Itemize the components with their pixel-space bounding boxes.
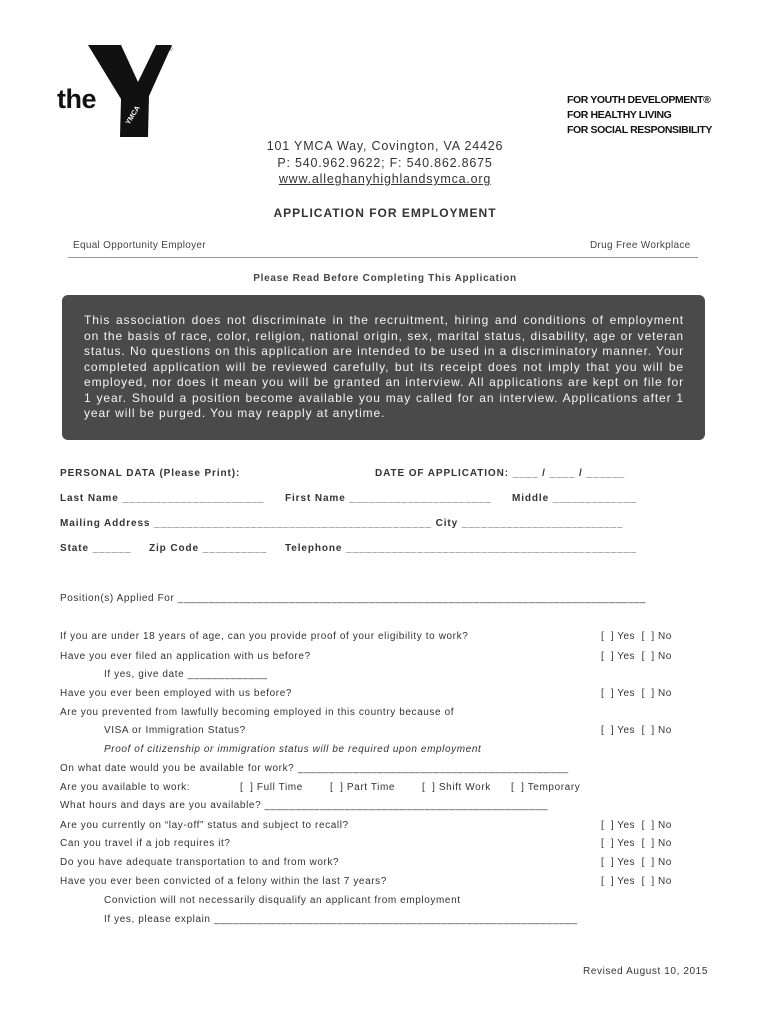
question-prevented: Are you prevented from lawfully becoming employed in this country because of [60,707,455,718]
divider [68,257,698,258]
option-part-time[interactable]: [ ] Part Time [330,782,396,793]
question-available-to-work: Are you available to work: [60,782,191,793]
phone-fax: P: 540.962.9622; F: 540.862.8675 [277,156,493,170]
yes-no-employed-before[interactable]: [ ] Yes [ ] No [601,688,672,699]
option-shift-work[interactable]: [ ] Shift Work [422,782,491,793]
citizenship-note: Proof of citizenship or immigration status will be required upon employment [104,744,482,755]
drug-free: Drug Free Workplace [590,240,691,251]
question-travel: Can you travel if a job requires it? [60,838,231,849]
yes-no-transportation[interactable]: [ ] Yes [ ] No [601,857,672,868]
telephone-field[interactable]: Telephone _____________________________________________ [285,543,637,554]
yes-no-visa[interactable]: [ ] Yes [ ] No [601,725,672,736]
question-employed-before: Have you ever been employed with us before? [60,688,293,699]
question-under-18: If you are under 18 years of age, can you provide proof of your eligibility to work? [60,631,469,642]
yes-no-under-18[interactable]: [ ] Yes [ ] No [601,631,672,642]
notice-text: This association does not discriminate in the recruitment, hiring and conditions of employment on the basis of race, color, religion, national origin, sex, marital status, disability, age or veteran status. No questions on this application are intended to be used in a discriminatory manner. Your completed application will be reviewed carefully, but its receipt does not imply that you will be employed, nor does it mean you will be granted an interview. All applications are kept on file for 1 year. Should a position become available you may called for an interview. Applications after 1 year will be purged. You may reapply at anytime. [84,313,684,420]
question-transportation: Do you have adequate transportation to and from work? [60,857,340,868]
available-date-field[interactable]: On what date would you be available for work? ____________________________________________ [60,763,569,774]
logo-ymca-text: YMCA [124,104,142,127]
logo-the-text: the [57,84,96,114]
yes-no-felony[interactable]: [ ] Yes [ ] No [601,876,672,887]
ymca-logo-y [88,44,178,138]
first-name-field[interactable]: First Name ______________________ [285,493,492,504]
explain-field[interactable]: If yes, please explain ___________________________________________________________ [104,914,578,925]
date-of-application-field[interactable]: DATE OF APPLICATION: ____ / ____ / ______ [375,468,626,479]
question-felony: Have you ever been convicted of a felony within the last 7 years? [60,876,387,887]
question-lay-off: Are you currently on “lay-off” status and subject to recall? [60,820,349,831]
option-temporary[interactable]: [ ] Temporary [511,782,581,793]
mailing-address-field[interactable]: Mailing Address ___________________________________________ City _________________________ [60,518,624,529]
revision-date: Revised August 10, 2015 [583,966,708,977]
filed-date-field[interactable]: If yes, give date _____________ [104,669,268,680]
svg-text:®: ® [168,47,173,53]
yes-no-travel[interactable]: [ ] Yes [ ] No [601,838,672,849]
address: 101 YMCA Way, Covington, VA 24426 [266,139,504,153]
yes-no-filed-before[interactable]: [ ] Yes [ ] No [601,651,672,662]
tagline-healthy: FOR HEALTHY LIVING [567,109,672,121]
tagline-social: FOR SOCIAL RESPONSIBILITY [567,124,712,136]
question-visa: VISA or Immigration Status? [104,725,246,736]
middle-name-field[interactable]: Middle _____________ [512,493,637,504]
equal-opportunity: Equal Opportunity Employer [73,240,206,251]
question-filed-before: Have you ever filed an application with us before? [60,651,311,662]
website-link[interactable]: www.alleghanyhighlandsymca.org [278,172,492,186]
tagline-youth: FOR YOUTH DEVELOPMENT® [567,94,711,106]
last-name-field[interactable]: Last Name ______________________ [60,493,265,504]
yes-no-lay-off[interactable]: [ ] Yes [ ] No [601,820,672,831]
personal-heading: PERSONAL DATA (Please Print): [60,468,241,479]
position-field[interactable]: Position(s) Applied For ____________________________________________________________________________ [60,593,647,604]
instruction: Please Read Before Completing This Application [253,273,517,284]
state-field[interactable]: State ______ [60,543,132,554]
hours-days-field[interactable]: What hours and days are you available? ______________________________________________ [60,800,549,811]
zip-field[interactable]: Zip Code __________ [149,543,268,554]
page-title: APPLICATION FOR EMPLOYMENT [273,206,497,220]
option-full-time[interactable]: [ ] Full Time [240,782,303,793]
conviction-note: Conviction will not necessarily disqualify an applicant from employment [104,895,461,906]
